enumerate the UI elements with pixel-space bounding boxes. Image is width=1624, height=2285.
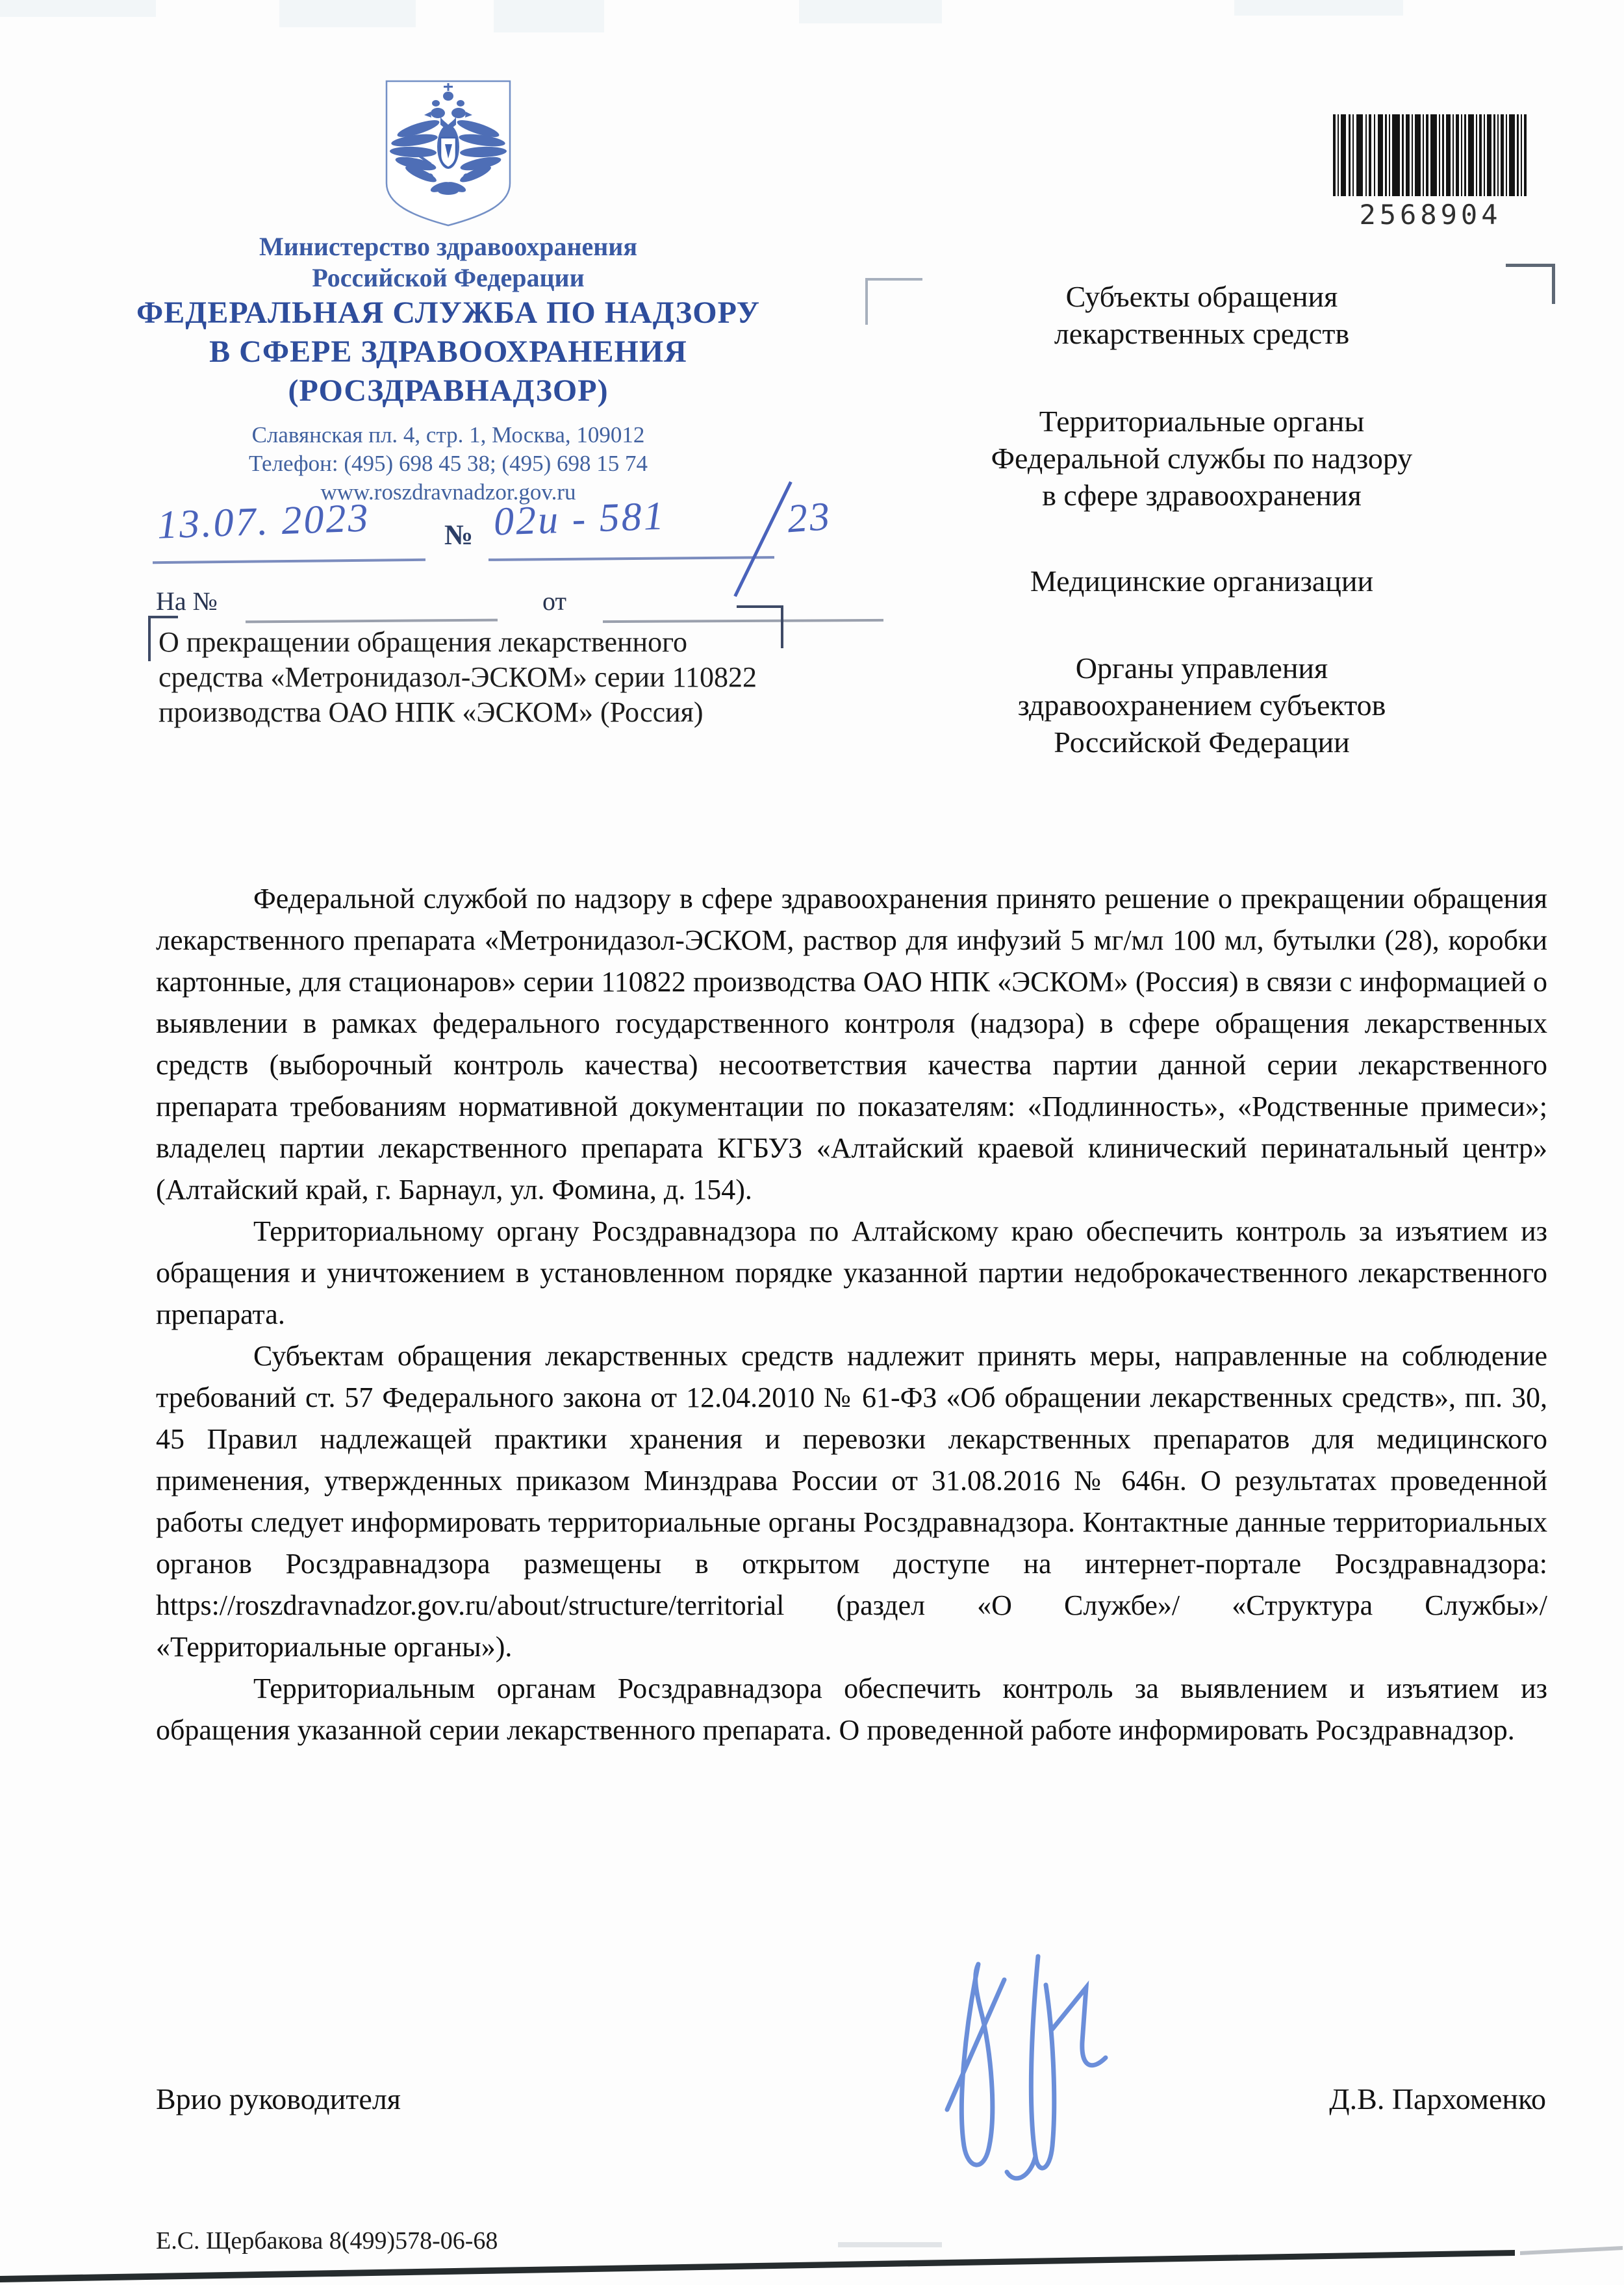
recipient-line: Территориальные органы (1039, 405, 1365, 438)
number-underline (488, 556, 774, 561)
recipient-line: Российской Федерации (1054, 726, 1350, 759)
service-name-line1: ФЕДЕРАЛЬНАЯ СЛУЖБА ПО НАДЗОРУ (136, 296, 760, 330)
ministry-name-line1: Министерство здравоохранения (259, 232, 637, 261)
scan-artifact (1234, 0, 1403, 16)
reply-number-blank (246, 619, 498, 624)
handwritten-date: 13.07. 2023 (156, 496, 371, 548)
body-paragraph-3: Субъектам обращения лекарственных средств надлежит принять меры, направленные на соблюдение требований ст. 57 Федерального закона от 12.04.2010 № 61-ФЗ «Об обращении лекарственных средств», пп. 30, 45 Правил надлежащей практики хранения и перевозки лекарственных препаратов для медицинского применения, утвержденных приказом Минздрава России от 31.08.2016 № 646н. О результатах проведенной работы следует информировать территориальные органы Росздравнадзора. Контактные данные территориальных органов Росздравнадзора размещены в открытом доступе на интернет-портале Росздравнадзора: https://roszdravnadzor.gov.ru/about/structure/territorial (раздел «О Службе»/ «Структура Службы»/ «Территориальные органы»). (156, 1340, 1547, 1663)
ministry-name (104, 231, 793, 294)
recipient-line: лекарственных средств (1054, 317, 1350, 350)
letter-body (156, 878, 1547, 1751)
recipient-line: в сфере здравоохранения (1042, 479, 1362, 512)
subject-line3: производства ОАО НПК «ЭСКОМ» (Россия) (159, 696, 704, 728)
coat-of-arms-emblem (385, 79, 512, 227)
subject-corner-mark (148, 616, 151, 661)
letterhead-address-block (104, 421, 793, 507)
service-name-line3: (РОСЗДРАВНАДЗОР) (288, 373, 609, 408)
recipient-line: Медицинские организации (1030, 564, 1374, 598)
phone-numbers: Телефон: (495) 698 45 38; (495) 698 15 74 (249, 451, 648, 476)
postal-address: Славянская пл. 4, стр. 1, Москва, 109012 (251, 422, 645, 448)
scan-artifact (799, 0, 942, 23)
signatory-position-title: Врио руководителя (156, 2082, 401, 2115)
scan-artifact (494, 0, 604, 32)
recipient-corner-mark (1552, 264, 1555, 304)
body-paragraph-4: Территориальным органам Росздравнадзора обеспечить контроль за выявлением и изъятием из обращения указанной серии лекарственного препарата. О проведенной работе информировать Росздравнадзор. (156, 1673, 1547, 1746)
reply-date-blank (603, 619, 883, 623)
subject-block (159, 625, 808, 730)
barcode (1333, 114, 1528, 196)
barcode-number: 2568904 (1359, 199, 1502, 231)
recipient-line: Органы управления (1075, 651, 1328, 685)
reply-number-label: На № (156, 587, 218, 616)
recipient-corner-mark (1506, 264, 1555, 267)
signatory-name: Д.В. Пархоменко (1329, 2082, 1546, 2115)
date-underline (153, 559, 425, 564)
recipient-group-4 (909, 650, 1494, 761)
recipient-corner-mark (865, 278, 868, 325)
subject-line2: средства «Метронидазол-ЭСКОМ» серии 110822 (159, 661, 757, 693)
ministry-name-line2: Российской Федерации (312, 263, 585, 292)
service-name (104, 294, 793, 410)
body-paragraph-1: Федеральной службой по надзору в сфере здравоохранения принято решение о прекращении обращения лекарственного препарата «Метронидазол-ЭСКОМ, раствор для инфузий 5 мг/мл 100 мл, бутылки (28), коробки картонные, для стационаров» серии 110822 производства ОАО НПК «ЭСКОМ» (Россия) в связи с информацией о выявлении в рамках федерального государственного контроля (надзора) в сфере обращения лекарственных средств (выборочный контроль качества) несоответствия качества партии данной серии лекарственного препарата требованиям нормативной документации по показателям: «Подлинность», «Родственные примеси»; владелец партии лекарственного препарата КГБУЗ «Алтайский краевой клинический перинатальный центр» (Алтайский край, г. Барнаул, ул. Фомина, д. 154). (156, 883, 1547, 1206)
subject-corner-mark (737, 605, 783, 608)
recipient-line: здравоохранением субъектов (1017, 688, 1386, 722)
reply-date-label: от (542, 587, 566, 616)
number-sign: № (444, 519, 474, 551)
scan-artifact (0, 0, 156, 17)
handwritten-number-suffix: 23 (785, 494, 833, 542)
handwritten-number: 02и - 581 (492, 494, 666, 544)
recipient-line: Федеральной службы по надзору (991, 442, 1413, 475)
service-name-line2: В СФЕРЕ ЗДРАВООХРАНЕНИЯ (209, 335, 687, 369)
body-paragraph-2: Территориальному органу Росздравнадзора по Алтайскому краю обеспечить контроль за изъятием из обращения и уничтожением в установленном порядке указанной партии недоброкачественного лекарственного препарата. (156, 1215, 1547, 1330)
handwritten-signature (929, 1949, 1137, 2189)
executor-contact: Е.С. Щербакова 8(499)578-06-68 (156, 2227, 498, 2254)
recipient-group-1 (909, 278, 1494, 352)
subject-corner-mark (148, 616, 178, 618)
scan-artifact-bottom-line (0, 2242, 1624, 2285)
subject-line1: О прекращении обращения лекарственного (159, 626, 688, 658)
scan-artifact (279, 0, 416, 27)
website-url: www.roszdravnadzor.gov.ru (320, 479, 576, 505)
recipient-line: Субъекты обращения (1065, 280, 1338, 313)
recipient-group-3 (909, 562, 1494, 600)
recipient-group-2 (909, 403, 1494, 514)
